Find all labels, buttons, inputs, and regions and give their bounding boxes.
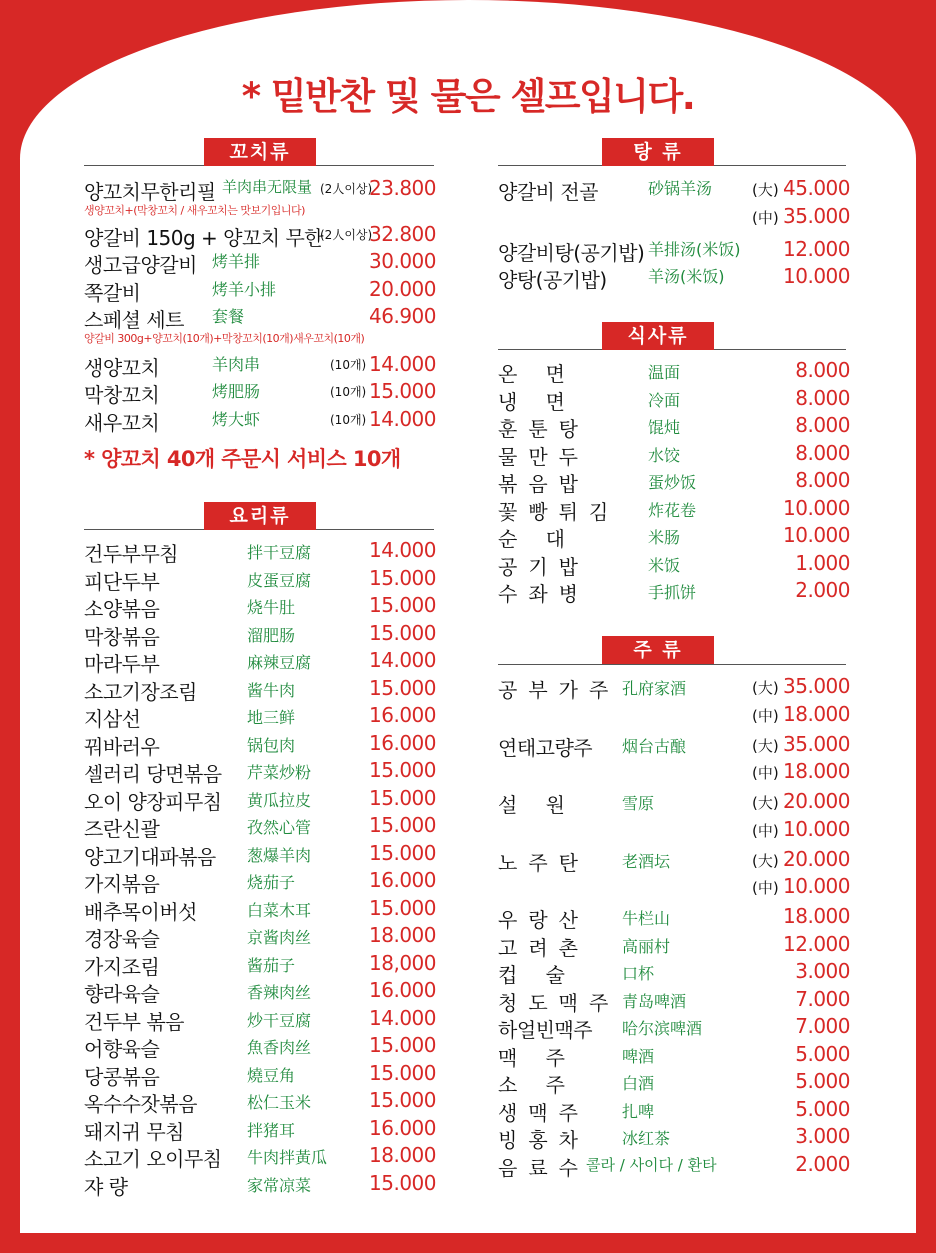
menu-item bbox=[498, 551, 850, 579]
item-name: 양꼬치무한리필 bbox=[84, 180, 216, 204]
meals-list bbox=[498, 358, 850, 606]
item-size: (大) bbox=[752, 851, 779, 870]
promo-text: * 양꼬치 40개 주문시 서비스 10개 bbox=[84, 447, 401, 471]
item-price: 8.000 bbox=[795, 440, 850, 465]
item-chinese-name: 溜肥肠 bbox=[247, 625, 296, 645]
item-chinese-name: 锅包肉 bbox=[247, 735, 296, 755]
item-price: 3.000 bbox=[795, 959, 850, 983]
menu-item bbox=[84, 277, 436, 305]
item-price: 18,000 bbox=[369, 950, 436, 975]
item-chinese-name: 黄瓜拉皮 bbox=[247, 790, 312, 810]
item-size: (中) bbox=[752, 706, 779, 725]
soups-section-title: 탕 류 bbox=[602, 138, 714, 166]
menu-item bbox=[84, 352, 436, 380]
item-chinese-name: 京酱肉丝 bbox=[247, 928, 312, 947]
item-chinese-name: 老酒坛 bbox=[622, 851, 671, 871]
item-name: 청도맥주 bbox=[498, 990, 620, 1015]
item-price: 15.000 bbox=[369, 785, 436, 810]
menu-item bbox=[498, 264, 850, 292]
item-price: 10.000 bbox=[783, 816, 850, 841]
item-price: 10.000 bbox=[783, 874, 850, 898]
menu-item bbox=[498, 578, 850, 606]
menu-item bbox=[84, 621, 436, 649]
item-name: 연태고량주 bbox=[498, 735, 593, 760]
menu-item bbox=[84, 786, 436, 814]
item-chinese-name: 牛栏山 bbox=[622, 909, 671, 928]
item-price: 15.000 bbox=[369, 620, 436, 645]
menu-item bbox=[84, 1116, 436, 1144]
item-price: 45.000 bbox=[783, 176, 850, 200]
item-chinese-name: 砂锅羊汤 bbox=[648, 179, 713, 198]
item-chinese-name: 冷面 bbox=[648, 390, 681, 410]
item-chinese-name: 香辣肉丝 bbox=[247, 983, 312, 1002]
item-price: 3.000 bbox=[795, 1124, 850, 1148]
item-price: 14.000 bbox=[369, 1005, 436, 1030]
item-price: 16.000 bbox=[369, 703, 436, 727]
item-price: 16.000 bbox=[369, 1115, 436, 1140]
menu-item bbox=[498, 959, 850, 987]
menu-note bbox=[84, 204, 436, 222]
item-name: 새우꼬치 bbox=[84, 410, 160, 435]
item-price: 14.000 bbox=[369, 351, 436, 376]
item-size: (大) bbox=[752, 794, 779, 812]
item-name: 어향육슬 bbox=[84, 1037, 160, 1061]
item-price: 18.000 bbox=[783, 701, 850, 726]
item-size: (大) bbox=[752, 736, 779, 755]
item-chinese-name: 高丽村 bbox=[622, 936, 671, 956]
item-size: (10개) bbox=[330, 357, 367, 372]
menu-item bbox=[84, 379, 436, 407]
item-price: 35.000 bbox=[783, 674, 850, 698]
drinks-divider bbox=[498, 664, 846, 665]
menu-item bbox=[498, 1124, 850, 1152]
item-size: (大) bbox=[752, 679, 779, 697]
item-chinese-name: 酱牛肉 bbox=[247, 680, 296, 700]
item-price: 7.000 bbox=[795, 1014, 850, 1038]
item-chinese-name: 白酒 bbox=[622, 1074, 655, 1093]
item-price: 16.000 bbox=[369, 978, 436, 1002]
menu-item bbox=[84, 1143, 436, 1171]
item-chinese-name: 羊肉串 bbox=[212, 354, 261, 374]
item-price: 5.000 bbox=[795, 1096, 850, 1121]
item-price: 15.000 bbox=[369, 758, 436, 782]
item-chinese-name: 烤大虾 bbox=[212, 409, 261, 429]
item-name: 피단두부 bbox=[84, 569, 160, 594]
item-name: 막창볶음 bbox=[84, 624, 160, 649]
item-price: 5.000 bbox=[795, 1069, 850, 1093]
item-note: 생양꼬치+(막창꼬치 / 새우꼬치는 맛보기입니다) bbox=[84, 203, 305, 217]
menu-item bbox=[84, 304, 436, 332]
item-chinese-name: 青岛啤酒 bbox=[622, 991, 687, 1011]
menu-item bbox=[84, 731, 436, 759]
item-chinese-name: 葱爆羊肉 bbox=[247, 845, 312, 865]
menu-item bbox=[498, 987, 850, 1015]
item-chinese-name: 牛肉拌黃瓜 bbox=[247, 1148, 328, 1167]
item-name: 소고기장조림 bbox=[84, 679, 197, 704]
soups-list bbox=[498, 176, 850, 292]
item-chinese-name: 白菜木耳 bbox=[247, 900, 312, 920]
item-price: 35.000 bbox=[783, 203, 850, 228]
item-name: 설 원 bbox=[498, 793, 576, 817]
item-size: (大) bbox=[752, 181, 779, 199]
item-price: 1.000 bbox=[795, 550, 850, 575]
menu-item bbox=[84, 1006, 436, 1034]
item-name: 건두부 볶음 bbox=[84, 1009, 184, 1034]
menu-item bbox=[498, 874, 850, 904]
item-name: 빙홍차 bbox=[498, 1128, 589, 1152]
menu-item bbox=[84, 868, 436, 896]
menu-item bbox=[498, 358, 850, 386]
item-chinese-name: 烤羊小排 bbox=[212, 279, 277, 299]
item-chinese-name: 芹菜炒粉 bbox=[247, 763, 312, 782]
item-note: 양갈비 300g+양꼬치(10개)+막창꼬치(10개)새우꼬치(10개) bbox=[84, 331, 365, 345]
item-chinese-name: 口杯 bbox=[622, 964, 655, 983]
item-name: 소고기 오이무침 bbox=[84, 1147, 222, 1171]
menu-item bbox=[498, 468, 850, 496]
item-price: 14.000 bbox=[369, 648, 436, 672]
item-name: 맥 주 bbox=[498, 1045, 576, 1070]
item-name: 가지볶음 bbox=[84, 872, 160, 896]
menu-item bbox=[498, 386, 850, 414]
item-size: (2人이상) bbox=[320, 227, 373, 242]
item-price: 10.000 bbox=[783, 264, 850, 288]
item-name: 양갈비탕(공기밥) bbox=[498, 240, 645, 265]
item-chinese-name: 手抓饼 bbox=[648, 583, 697, 602]
item-chinese-name: 烤羊排 bbox=[212, 252, 261, 271]
item-price: 10.000 bbox=[783, 495, 850, 520]
item-price: 15.000 bbox=[369, 1170, 436, 1195]
menu-item bbox=[498, 732, 850, 760]
item-chinese-name: 燒豆角 bbox=[247, 1065, 296, 1085]
item-price: 15.000 bbox=[369, 840, 436, 865]
item-name: 수좌병 bbox=[498, 582, 589, 606]
menu-item bbox=[84, 593, 436, 621]
drinks-list bbox=[498, 674, 850, 1179]
item-name: 배추목이버섯 bbox=[84, 899, 197, 924]
menu-item bbox=[498, 789, 850, 817]
skewers-list bbox=[84, 176, 436, 434]
item-price: 8.000 bbox=[795, 385, 850, 410]
item-name: 돼지귀 무침 bbox=[84, 1119, 184, 1144]
item-name: 컵 술 bbox=[498, 963, 576, 987]
menu-item bbox=[498, 1042, 850, 1070]
item-chinese-name: 콜라 / 사이다 / 환타 bbox=[586, 1155, 717, 1174]
item-price: 18.000 bbox=[783, 904, 850, 928]
item-chinese-name: 米饭 bbox=[648, 555, 681, 575]
item-size: (10개) bbox=[330, 385, 367, 399]
meals-section-title: 식사류 bbox=[602, 322, 714, 350]
menu-item bbox=[498, 413, 850, 441]
item-price: 15.000 bbox=[369, 593, 436, 617]
item-chinese-name: 啤酒 bbox=[622, 1046, 655, 1066]
item-chinese-name: 羊汤(米饭) bbox=[648, 267, 725, 286]
menu-item bbox=[84, 978, 436, 1006]
item-price: 15.000 bbox=[369, 675, 436, 700]
menu-item bbox=[498, 1069, 850, 1097]
item-size: (中) bbox=[752, 821, 779, 840]
item-price: 16.000 bbox=[369, 730, 436, 755]
dishes-list bbox=[84, 538, 436, 1198]
item-price: 16.000 bbox=[369, 868, 436, 892]
item-name: 양고기대파볶음 bbox=[84, 844, 216, 869]
item-name: 즈란신괄 bbox=[84, 817, 160, 841]
item-price: 32.800 bbox=[369, 221, 436, 246]
item-price: 15.000 bbox=[369, 1060, 436, 1085]
menu-item bbox=[498, 759, 850, 789]
dishes-section-title: 요리류 bbox=[204, 502, 316, 530]
item-chinese-name: 哈尔滨啤酒 bbox=[622, 1019, 703, 1038]
item-name: 쪽갈비 bbox=[84, 280, 141, 305]
menu-item bbox=[498, 1152, 850, 1180]
item-price: 8.000 bbox=[795, 358, 850, 382]
item-name: 생양꼬치 bbox=[84, 355, 160, 380]
item-chinese-name: 魚香肉丝 bbox=[247, 1038, 312, 1057]
item-chinese-name: 拌干豆腐 bbox=[247, 543, 312, 562]
item-name: 온 면 bbox=[498, 362, 576, 386]
item-price: 20.000 bbox=[783, 846, 850, 871]
item-size: (10개) bbox=[330, 412, 367, 427]
item-chinese-name: 孔府家酒 bbox=[622, 679, 687, 698]
menu-item bbox=[498, 176, 850, 204]
item-name: 막창꼬치 bbox=[84, 383, 160, 407]
item-chinese-name: 炒干豆腐 bbox=[247, 1010, 312, 1030]
item-name: 훈툰탕 bbox=[498, 417, 589, 441]
item-name: 우랑산 bbox=[498, 908, 589, 932]
item-price: 15.000 bbox=[369, 565, 436, 590]
item-price: 20.000 bbox=[369, 276, 436, 301]
item-price: 23.800 bbox=[369, 176, 436, 200]
item-size: (中) bbox=[752, 879, 779, 897]
menu-item bbox=[84, 407, 436, 435]
item-price: 18.000 bbox=[783, 759, 850, 783]
item-name: 냉 면 bbox=[498, 389, 576, 414]
menu-item bbox=[498, 441, 850, 469]
item-chinese-name: 米肠 bbox=[648, 528, 681, 547]
item-chinese-name: 羊排汤(米饭) bbox=[648, 239, 741, 259]
item-name: 소 주 bbox=[498, 1073, 576, 1097]
item-price: 15.000 bbox=[369, 1033, 436, 1057]
item-size: (中) bbox=[752, 208, 779, 227]
menu-item bbox=[84, 841, 436, 869]
item-chinese-name: 水饺 bbox=[648, 445, 681, 465]
item-chinese-name: 蛋炒饭 bbox=[648, 473, 697, 492]
item-price: 15.000 bbox=[369, 895, 436, 920]
item-name: 오이 양장피무침 bbox=[84, 789, 222, 814]
item-price: 35.000 bbox=[783, 731, 850, 756]
item-name: 생맥주 bbox=[498, 1100, 589, 1125]
item-price: 18.000 bbox=[369, 1143, 436, 1167]
item-name: 고려촌 bbox=[498, 935, 589, 960]
item-name: 가지조림 bbox=[84, 954, 160, 979]
item-name: 향라육슬 bbox=[84, 982, 160, 1006]
menu-item bbox=[498, 817, 850, 847]
item-name: 꽃빵튀김 bbox=[498, 499, 620, 524]
menu-item bbox=[498, 932, 850, 960]
menu-item bbox=[84, 703, 436, 731]
item-price: 7.000 bbox=[795, 986, 850, 1011]
menu-item bbox=[498, 1097, 850, 1125]
menu-item bbox=[84, 648, 436, 676]
item-name: 건두부무침 bbox=[84, 542, 179, 566]
item-name: 마라두부 bbox=[84, 652, 160, 676]
item-name: 옥수수잣볶음 bbox=[84, 1092, 197, 1116]
item-name: 경장육슬 bbox=[84, 927, 160, 951]
item-size: (中) bbox=[752, 764, 779, 782]
item-price: 10.000 bbox=[783, 523, 850, 547]
menu-item bbox=[84, 176, 436, 204]
item-price: 8.000 bbox=[795, 413, 850, 437]
item-name: 생고급양갈비 bbox=[84, 253, 197, 277]
menu-item bbox=[498, 904, 850, 932]
item-chinese-name: 家常凉菜 bbox=[247, 1175, 312, 1195]
item-chinese-name: 馄炖 bbox=[648, 418, 681, 437]
item-price: 14.000 bbox=[369, 406, 436, 431]
item-chinese-name: 烧牛肚 bbox=[247, 598, 296, 617]
item-chinese-name: 拌猪耳 bbox=[247, 1120, 296, 1140]
item-name: 순 대 bbox=[498, 527, 576, 551]
menu-item bbox=[498, 204, 850, 237]
item-price: 5.000 bbox=[795, 1041, 850, 1066]
item-chinese-name: 雪原 bbox=[622, 794, 655, 813]
item-name: 노주탄 bbox=[498, 850, 589, 875]
menu-item bbox=[498, 674, 850, 702]
menu-item bbox=[84, 1033, 436, 1061]
item-price: 46.900 bbox=[369, 304, 436, 328]
item-name: 양탕(공기밥) bbox=[498, 268, 607, 292]
item-chinese-name: 烧茄子 bbox=[247, 873, 296, 892]
skewers-section-title: 꼬치류 bbox=[204, 138, 316, 166]
item-price: 2.000 bbox=[795, 578, 850, 602]
item-name: 스페셜 세트 bbox=[84, 308, 184, 332]
item-name: 소양볶음 bbox=[84, 597, 160, 621]
item-chinese-name: 地三鲜 bbox=[247, 708, 296, 727]
menu-item bbox=[84, 758, 436, 786]
item-price: 18.000 bbox=[369, 923, 436, 947]
item-name: 쟈 량 bbox=[84, 1174, 128, 1199]
item-name: 공기밥 bbox=[498, 554, 589, 579]
item-name: 꿔바러우 bbox=[84, 734, 160, 759]
item-name: 양갈비 150g + 양꼬치 무한 bbox=[84, 225, 324, 250]
item-name: 공부가주 bbox=[498, 678, 620, 702]
item-name: 지삼선 bbox=[84, 707, 141, 731]
item-name: 물만두 bbox=[498, 444, 589, 469]
item-name: 하얼빈맥주 bbox=[498, 1018, 593, 1042]
item-chinese-name: 温面 bbox=[648, 363, 681, 382]
item-price: 15.000 bbox=[369, 379, 436, 403]
menu-item bbox=[84, 813, 436, 841]
menu-item bbox=[498, 523, 850, 551]
item-chinese-name: 烟台古酿 bbox=[622, 736, 687, 756]
item-price: 15.000 bbox=[369, 1088, 436, 1112]
menu-item bbox=[498, 1014, 850, 1042]
menu-item bbox=[498, 702, 850, 732]
menu-item bbox=[84, 222, 436, 250]
item-chinese-name: 冰红茶 bbox=[622, 1129, 671, 1148]
menu-item bbox=[498, 237, 850, 265]
item-price: 2.000 bbox=[795, 1151, 850, 1176]
item-chinese-name: 烤肥肠 bbox=[212, 382, 261, 401]
item-chinese-name: 扎啤 bbox=[622, 1101, 655, 1121]
menu-item bbox=[498, 847, 850, 875]
menu-item bbox=[84, 951, 436, 979]
item-chinese-name: 麻辣豆腐 bbox=[247, 653, 312, 672]
menu-item bbox=[84, 676, 436, 704]
item-chinese-name: 酱茄子 bbox=[247, 955, 296, 975]
item-price: 15.000 bbox=[369, 813, 436, 837]
item-name: 양갈비 전골 bbox=[498, 180, 598, 204]
item-size: (2人이상) bbox=[320, 182, 373, 196]
item-price: 8.000 bbox=[795, 468, 850, 492]
item-price: 12.000 bbox=[783, 236, 850, 261]
menu-item bbox=[84, 1061, 436, 1089]
item-chinese-name: 套餐 bbox=[212, 307, 245, 326]
menu-item bbox=[84, 538, 436, 566]
item-price: 30.000 bbox=[369, 249, 436, 273]
menu-note bbox=[84, 332, 436, 352]
item-chinese-name: 松仁玉米 bbox=[247, 1093, 312, 1112]
menu-item bbox=[84, 923, 436, 951]
menu-item bbox=[84, 566, 436, 594]
item-chinese-name: 炸花卷 bbox=[648, 500, 697, 520]
menu-item bbox=[84, 896, 436, 924]
item-chinese-name: 孜然心管 bbox=[247, 818, 312, 837]
item-chinese-name: 皮蛋豆腐 bbox=[247, 570, 312, 590]
menu-item bbox=[84, 1088, 436, 1116]
menu-item bbox=[84, 1171, 436, 1199]
menu-item bbox=[498, 496, 850, 524]
drinks-section-title: 주 류 bbox=[602, 636, 714, 664]
item-name: 볶음밥 bbox=[498, 472, 589, 496]
self-service-notice: * 밑반찬 및 물은 셀프입니다. bbox=[241, 75, 695, 118]
item-price: 14.000 bbox=[369, 538, 436, 562]
item-name: 셀러리 당면볶음 bbox=[84, 762, 222, 786]
item-price: 20.000 bbox=[783, 789, 850, 813]
item-price: 12.000 bbox=[783, 931, 850, 956]
item-chinese-name: 羊肉串无限量 bbox=[222, 178, 313, 196]
item-name: 당콩볶음 bbox=[84, 1064, 160, 1089]
menu-item bbox=[84, 249, 436, 277]
item-name: 음료수 bbox=[498, 1155, 589, 1180]
